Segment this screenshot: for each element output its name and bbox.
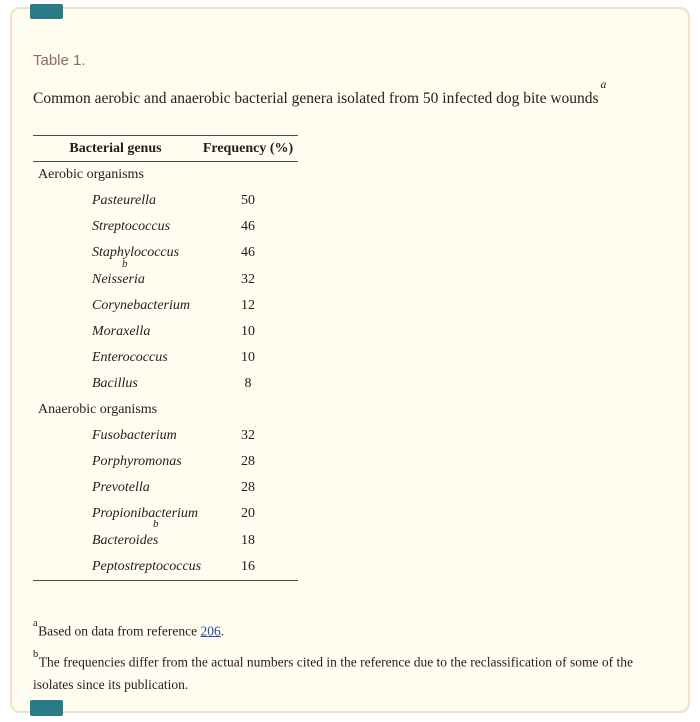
table-row bbox=[33, 518, 298, 553]
genus-cell bbox=[33, 350, 198, 366]
frequency-value: 16 bbox=[241, 558, 255, 574]
genus-name: Porphyromonas bbox=[92, 454, 182, 470]
caption-footnote-marker-a: a bbox=[600, 79, 607, 91]
table-header-row bbox=[33, 136, 298, 162]
genus-name: Streptococcus bbox=[92, 219, 171, 235]
frequency-value: 50 bbox=[241, 193, 255, 209]
frequency-value: 12 bbox=[241, 297, 255, 313]
footnote-a-period: . bbox=[220, 623, 225, 639]
frequency-value: 18 bbox=[241, 532, 255, 548]
table-row bbox=[33, 214, 298, 240]
table-body bbox=[33, 162, 298, 580]
table-row bbox=[33, 423, 298, 449]
genus-name: Bacteroides bbox=[92, 532, 159, 548]
frequency-value: 28 bbox=[241, 454, 255, 470]
frequency-value: 32 bbox=[241, 271, 255, 287]
table-card bbox=[10, 7, 690, 713]
frequency-value: 8 bbox=[244, 375, 252, 391]
frequency-value: 20 bbox=[241, 506, 255, 522]
table-row bbox=[33, 475, 298, 501]
section-header-row: Anaerobic organisms bbox=[38, 402, 158, 418]
table-row bbox=[33, 319, 298, 345]
genus-cell bbox=[33, 245, 198, 261]
genus-cell bbox=[33, 454, 198, 470]
frequency-value: 10 bbox=[241, 323, 255, 339]
genus-cell bbox=[33, 506, 198, 522]
table-caption bbox=[33, 79, 658, 108]
genus-name: Enterococcus bbox=[92, 349, 168, 365]
table-row bbox=[33, 449, 298, 475]
genus-name: Fusobacterium bbox=[92, 428, 177, 444]
genus-name: Peptostreptococcus bbox=[92, 558, 202, 574]
frequency-value: 28 bbox=[241, 480, 255, 496]
footnote-b-text: The frequencies differ from the actual numbers cited in the reference due to the reclassification of some of the isolates since its publication. bbox=[33, 654, 633, 692]
table-row bbox=[33, 345, 298, 371]
table-row bbox=[33, 240, 298, 266]
bacteria-frequency-table bbox=[33, 135, 298, 581]
column-header-bacterial-genus: Bacterial genus bbox=[69, 140, 162, 156]
frequency-value: 32 bbox=[241, 428, 255, 444]
genus-name: Pasteurella bbox=[92, 193, 157, 209]
genus-cell bbox=[33, 480, 198, 496]
genus-cell bbox=[33, 558, 202, 575]
genus-name: Staphylococcus bbox=[92, 245, 180, 261]
reference-206-link[interactable]: 206 bbox=[200, 623, 221, 639]
genus-name: Neisseria bbox=[92, 271, 145, 287]
genus-cell bbox=[33, 219, 198, 235]
footnotes bbox=[33, 617, 649, 697]
footnote-b-marker: b bbox=[33, 648, 39, 660]
table-row bbox=[33, 371, 298, 397]
genus-name: Bacillus bbox=[92, 375, 138, 391]
table-row bbox=[33, 257, 298, 293]
caption-text: Common aerobic and anaerobic bacterial genera isolated from 50 infected dog bite wounds bbox=[33, 90, 599, 108]
frequency-value: 46 bbox=[241, 219, 255, 235]
genus-cell bbox=[33, 376, 198, 392]
section-header-row: Aerobic organisms bbox=[38, 167, 144, 183]
table-row bbox=[33, 501, 298, 527]
genus-name: Corynebacterium bbox=[92, 297, 190, 313]
table-number-label: Table 1. bbox=[33, 52, 86, 69]
frequency-value: 46 bbox=[241, 245, 255, 261]
teal-edge-mark-bottom bbox=[30, 700, 63, 716]
frequency-value: 10 bbox=[241, 349, 255, 365]
genus-cell bbox=[33, 272, 198, 288]
genus-cell bbox=[33, 428, 198, 444]
footnote-a bbox=[33, 617, 649, 643]
genus-name: Moraxella bbox=[92, 323, 151, 339]
table-row bbox=[33, 188, 298, 214]
genus-cell bbox=[33, 193, 198, 209]
genus-cell bbox=[33, 298, 198, 314]
column-header-frequency: Frequency (%) bbox=[202, 140, 294, 156]
genus-cell bbox=[33, 324, 198, 340]
footnote-a-marker: a bbox=[33, 617, 38, 629]
genus-name: Prevotella bbox=[92, 480, 150, 496]
footnote-b bbox=[33, 648, 649, 697]
table-row bbox=[33, 554, 298, 580]
teal-edge-mark-top bbox=[30, 4, 63, 19]
genus-cell bbox=[33, 533, 198, 549]
footnote-a-text: Based on data from reference bbox=[38, 623, 201, 639]
footnote-marker-b: b bbox=[153, 518, 159, 531]
genus-name: Propionibacterium bbox=[92, 506, 199, 522]
footnote-marker-b: b bbox=[122, 257, 128, 270]
table-row bbox=[33, 293, 298, 319]
